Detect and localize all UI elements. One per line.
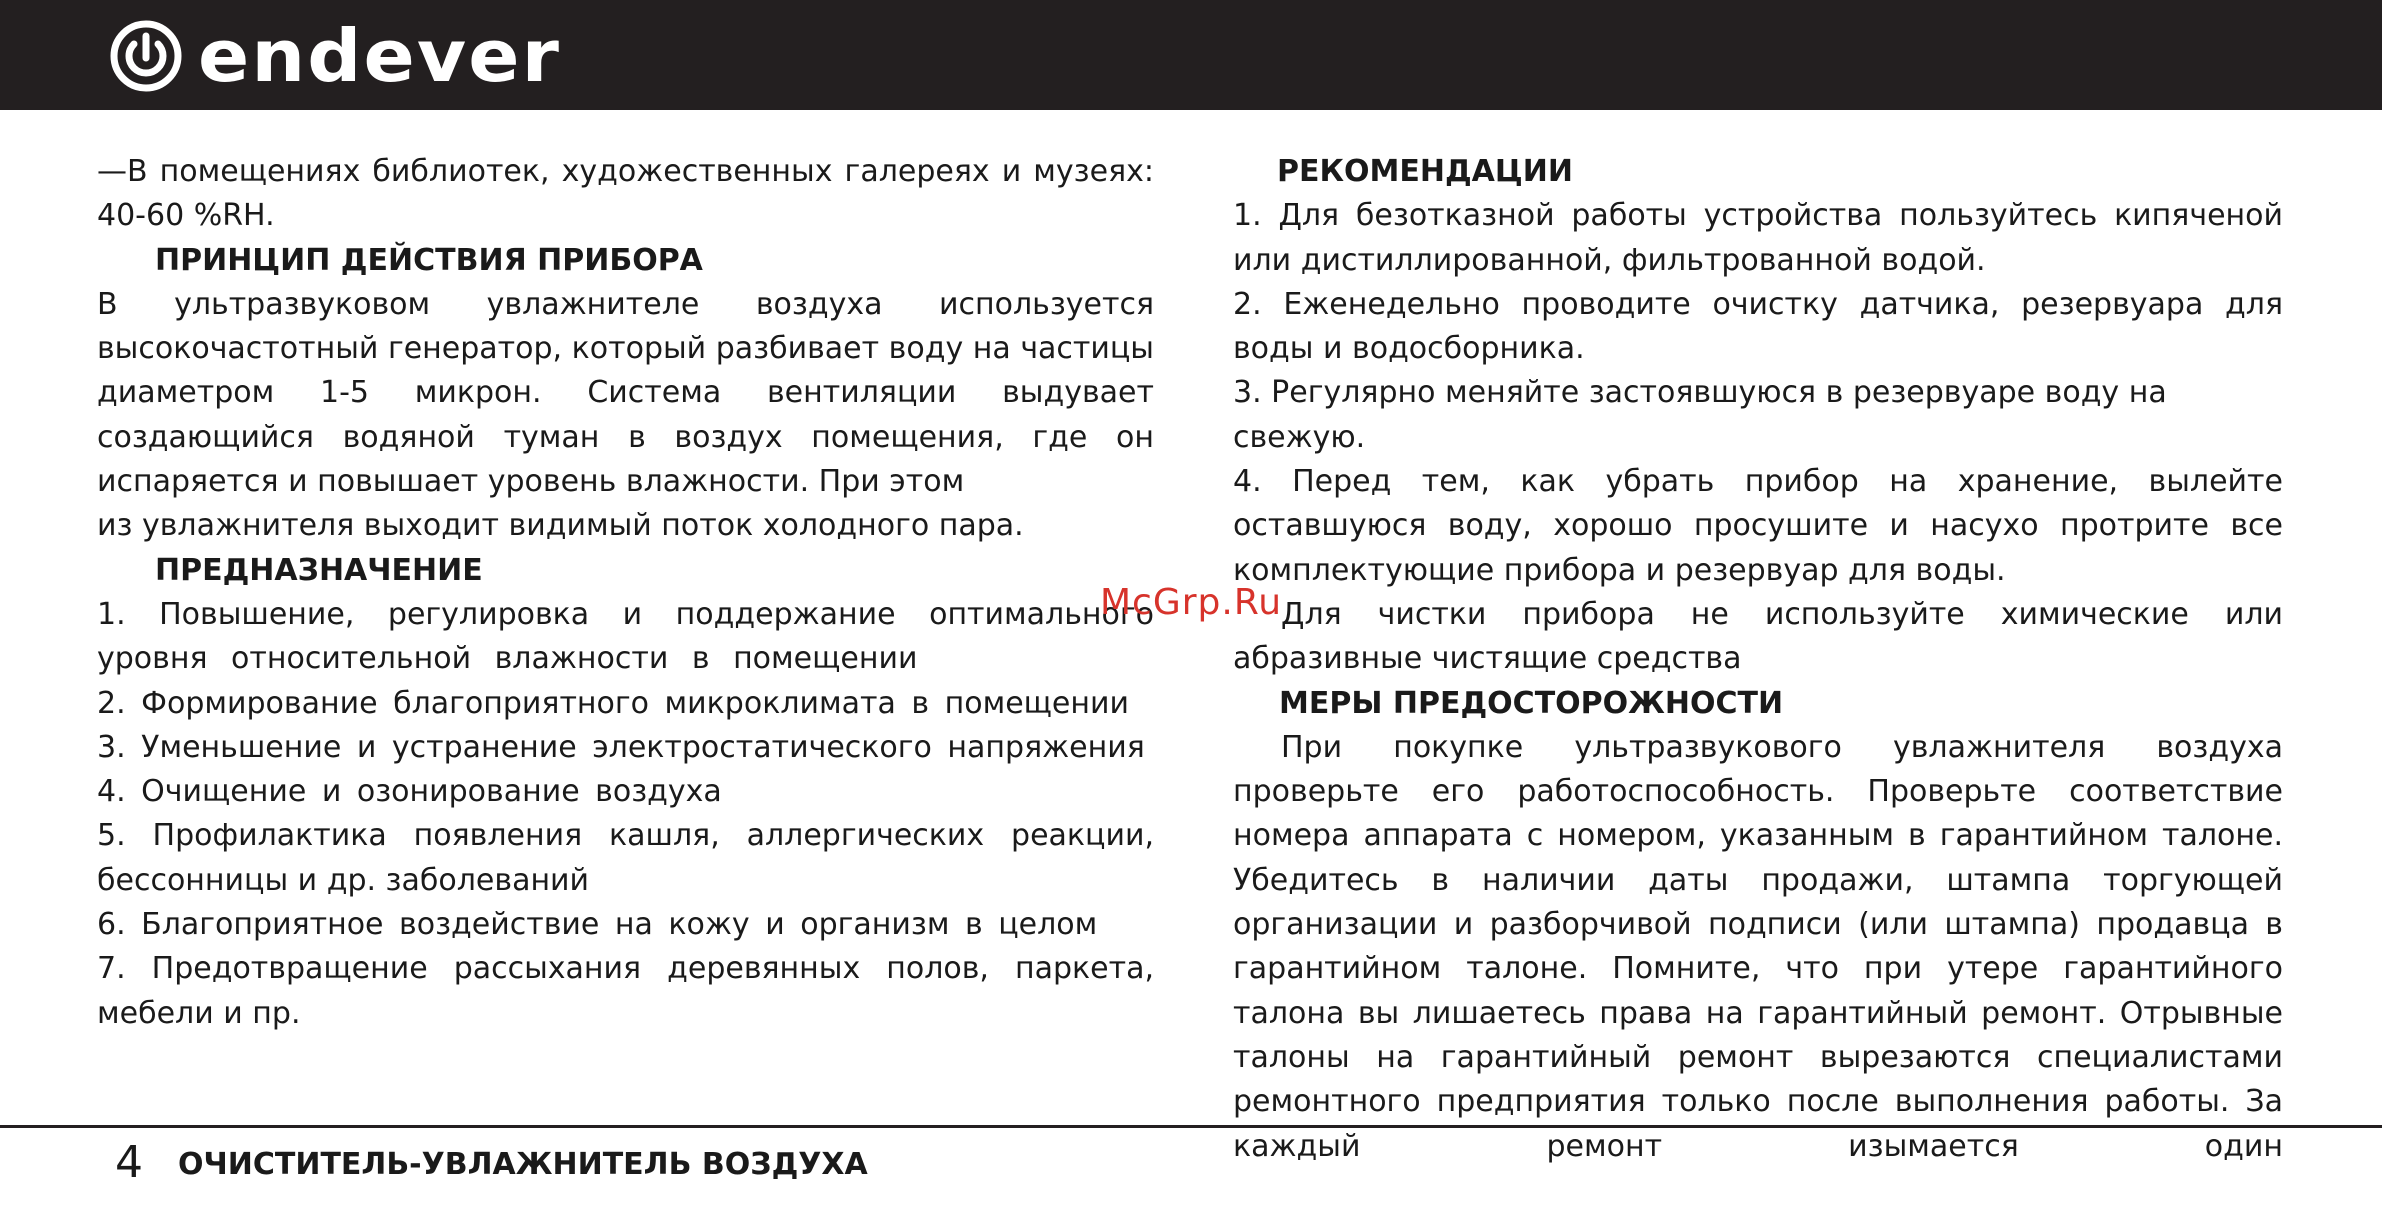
brand-logo bbox=[110, 14, 562, 98]
purpose-item-2: 2. Формирование благоприятного микроклимата в помещении bbox=[97, 685, 1129, 721]
recommendation-item-2: 2. Еженедельно проводите очистку датчика, резервуара для воды и водосборника. bbox=[1233, 286, 2283, 367]
footer-title: ОЧИСТИТЕЛЬ-УВЛАЖНИТЕЛЬ ВОЗДУХА bbox=[178, 1147, 868, 1182]
purpose-item-4: 4. Очищение и озонирование воздуха bbox=[97, 774, 722, 810]
cleaning-note: Для чистки прибора не используйте химические или абразивные чистящие средства bbox=[1233, 596, 2283, 677]
principle-paragraph: В ультразвуковом увлажнителе воздуха используется высокочастотный генератор, который разбивает воду на частицы диаметром 1-5 микрон. Система вентиляции выдувает создающийся водяной туман в воздух помещения, где он испаряется и повышает уровень влажности. При этом bbox=[97, 286, 1154, 500]
purpose-item-3: 3. Уменьшение и устранение электростатического напряжения bbox=[97, 729, 1145, 765]
purpose-item-7: 7. Предотвращение рассыхания деревянных полов, паркета, мебели и пр. bbox=[97, 951, 1154, 1031]
heading-precautions: МЕРЫ ПРЕДОСТОРОЖНОСТИ bbox=[1279, 685, 1784, 721]
recommendation-item-3: 3. Регулярно меняйте застоявшуюся в резервуаре воду на свежую. bbox=[1233, 375, 2167, 455]
power-icon bbox=[110, 20, 182, 92]
precautions-paragraph: При покупке ультразвукового увлажнителя воздуха проверьте его работоспособность. Проверьте соответствие номера аппарата с номером, указанным в гарантийном талоне. Убедитесь в наличии даты продажи, штампа торгующей организации и разборчивой подписи (или штампа) продавца в гарантийном талоне. Помните, что при утере гарантийного талона вы лишаетесь права на гарантийный ремонт. Отрывные талоны на гарантийный ремонт вырезаются специалистами ремонтного предприятия только после выполнения работы. За каждый ремонт изымается один bbox=[1233, 729, 2283, 1164]
watermark: McGrp.Ru bbox=[1100, 582, 1283, 623]
intro-text: —В помещениях библиотек, художественных галереях и музеях: 40-60 %RH. bbox=[97, 154, 1154, 234]
heading-principle: ПРИНЦИП ДЕЙСТВИЯ ПРИБОРА bbox=[155, 242, 703, 278]
left-column bbox=[97, 150, 1154, 1036]
page-number: 4 bbox=[115, 1137, 143, 1188]
purpose-item-6: 6. Благоприятное воздействие на кожу и организм в целом bbox=[97, 907, 1098, 943]
recommendation-item-1: 1. Для безотказной работы устройства пользуйтесь кипяченой или дистиллированной, фильтрованной водой. bbox=[1233, 198, 2283, 278]
heading-purpose: ПРЕДНАЗНАЧЕНИЕ bbox=[155, 552, 483, 588]
header-bar bbox=[0, 0, 2382, 110]
recommendation-item-4: 4. Перед тем, как убрать прибор на хранение, вылейте оставшуюся воду, хорошо просушите и насухо протрите все комплектующие прибора и резервуар для воды. bbox=[1233, 464, 2283, 588]
logo-text: endever bbox=[198, 14, 562, 98]
heading-recommendations: РЕКОМЕНДАЦИИ bbox=[1277, 154, 1573, 189]
principle-paragraph-2: из увлажнителя выходит видимый поток холодного пара. bbox=[97, 508, 1024, 544]
intro-paragraph bbox=[97, 150, 1154, 239]
purpose-item-5: 5. Профилактика появления кашля, аллергических реакции, бессонницы и др. заболеваний bbox=[97, 818, 1154, 898]
purpose-item-1: 1. Повышение, регулировка и поддержание оптимального уровня относительной влажности в помещении bbox=[97, 596, 1154, 677]
footer-divider bbox=[0, 1125, 2382, 1128]
right-column bbox=[1233, 150, 2283, 1169]
